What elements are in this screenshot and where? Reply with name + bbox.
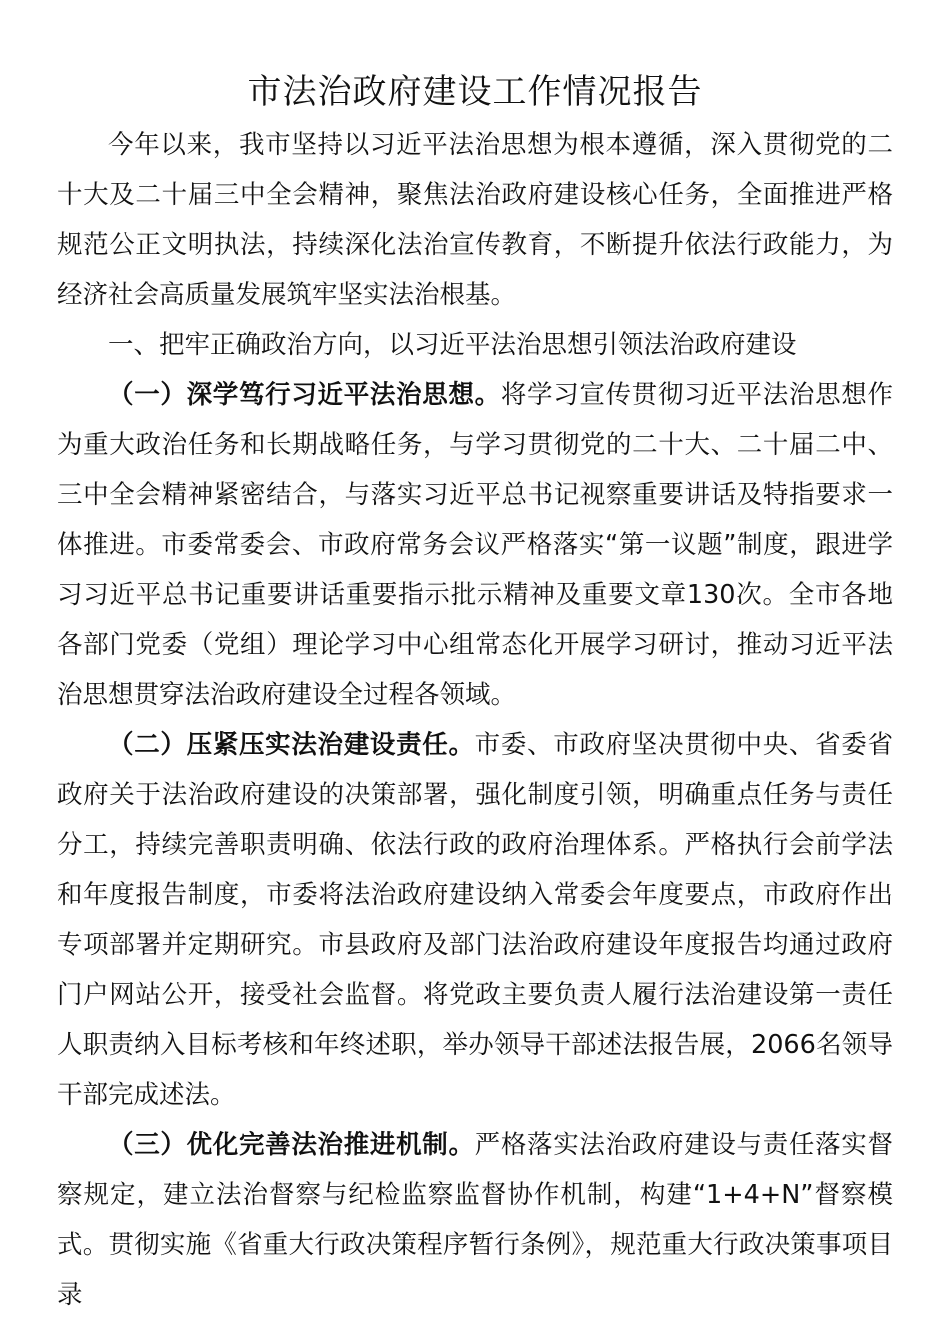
item-paragraph-1 xyxy=(57,370,893,720)
item-lead-1: （一）深学笃行习近平法治思想。 xyxy=(108,380,501,410)
item-lead-2: （二）压紧压实法治建设责任。 xyxy=(108,730,475,760)
item-lead-3: （三）优化完善法治推进机制。 xyxy=(108,1130,475,1160)
document-title: 市法治政府建设工作情况报告 xyxy=(247,72,703,112)
intro-paragraph: 今年以来，我市坚持以习近平法治思想为根本遵循，深入贯彻党的二十大及二十届三中全会精神，聚焦法治政府建设核心任务，全面推进严格规范公正文明执法，持续深化法治宣传教育，不断提升依法行政能力，为经济社会高质量发展筑牢坚实法治根基。 xyxy=(57,130,893,310)
section-heading-1: 一、把牢正确政治方向，以习近平法治思想引领法治政府建设 xyxy=(108,330,797,360)
item-text-2: 市委、市政府坚决贯彻中央、省委省政府关于法治政府建设的决策部署，强化制度引领，明确重点任务与责任分工，持续完善职责明确、依法行政的政府治理体系。严格执行会前学法和年度报告制度，市委将法治政府建设纳入常委会年度要点，市政府作出专项部署并定期研究。市县政府及部门法治政府建设年度报告均通过政府门户网站公开，接受社会监督。将党政主要负责人履行法治建设第一责任人职责纳入目标考核和年终述职，举办领导干部述法报告展，2066名领导干部完成述法。 xyxy=(57,730,893,1110)
item-text-3: 严格落实法治政府建设与责任落实督察规定，建立法治督察与纪检监察监督协作机制，构建“1+4+N”督察模式。贯彻实施《省重大行政决策程序暂行条例》，规范重大行政决策事项目录 xyxy=(57,1130,893,1310)
document-page xyxy=(57,64,893,1320)
item-paragraph-2 xyxy=(57,720,893,1120)
item-text-1: 将学习宣传贯彻习近平法治思想作为重大政治任务和长期战略任务，与学习贯彻党的二十大、二十届二中、三中全会精神紧密结合，与落实习近平总书记视察重要讲话及特指要求一体推进。市委常委会、市政府常务会议严格落实“第一议题”制度，跟进学习习近平总书记重要讲话重要指示批示精神及重要文章130次。全市各地各部门党委（党组）理论学习中心组常态化开展学习研讨，推动习近平法治思想贯穿法治政府建设全过程各领域。 xyxy=(57,380,893,710)
item-paragraph-3 xyxy=(57,1120,893,1320)
